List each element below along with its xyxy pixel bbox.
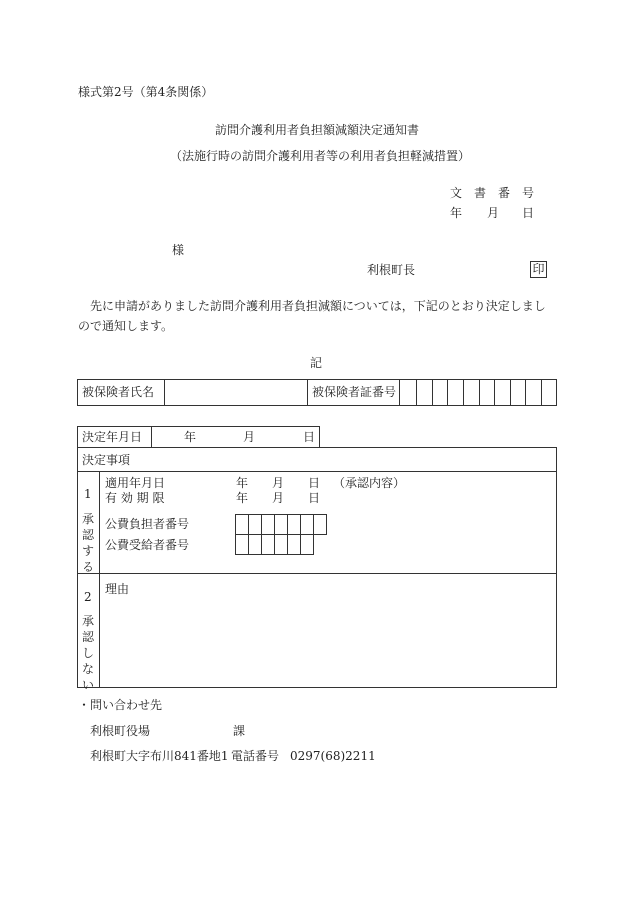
decision-date-label: 決定年月日 <box>82 430 143 444</box>
document-subtitle: （法施行時の訪問介護利用者等の利用者負担軽減措置） <box>170 149 471 163</box>
doc-date-year: 年 <box>450 206 463 220</box>
issuer-name: 利根町長 <box>367 263 416 277</box>
reject-number: 2 <box>84 590 92 604</box>
valid-period-month: 月 <box>272 491 285 505</box>
document-title: 訪問介護利用者負担額減額決定通知書 <box>215 123 420 137</box>
contact-address: 利根町大字布川841番地1 <box>90 749 229 763</box>
decision-date-year: 年 <box>184 430 197 444</box>
decision-date-month: 月 <box>243 430 256 444</box>
form-number: 様式第2号（第4条関係） <box>78 85 214 99</box>
ki-heading: 記 <box>310 356 323 370</box>
public-recipient-number-label: 公費受給者番号 <box>105 538 190 552</box>
contact-office: 利根町役場 <box>90 724 151 738</box>
valid-period-day: 日 <box>308 491 321 505</box>
contact-phone: 0297(68)2211 <box>290 749 376 763</box>
reject-vertical-label: 承 認 し な い <box>81 614 94 692</box>
reason-label: 理由 <box>105 582 130 596</box>
recipient-honorific: 様 <box>172 243 185 257</box>
apply-date-label: 適用年月日 <box>105 476 166 490</box>
doc-number-label: 文 書 番 号 <box>450 186 535 200</box>
apply-date-month: 月 <box>272 476 285 490</box>
contact-heading: ・問い合わせ先 <box>78 698 163 712</box>
insured-name-label: 被保険者氏名 <box>82 385 155 399</box>
body-line-1: 先に申請がありました訪問介護利用者負担減額については，下記のとおり決定しまし <box>90 299 546 313</box>
insured-number-label: 被保険者証番号 <box>312 385 397 399</box>
approve-vertical-label: 承 認 す る <box>81 512 94 574</box>
approval-content-label: （承認内容） <box>333 476 406 490</box>
approve-number: 1 <box>84 487 92 501</box>
doc-date-day: 日 <box>522 206 535 220</box>
contact-phone-label: 電話番号 <box>231 749 280 763</box>
body-line-2: ので通知します。 <box>78 319 174 333</box>
apply-date-year: 年 <box>236 476 249 490</box>
public-payer-number-label: 公費負担者番号 <box>105 517 190 531</box>
seal-mark: 印 <box>530 261 547 278</box>
valid-period-label: 有 効 期 限 <box>105 491 165 505</box>
contact-section: 課 <box>233 724 246 738</box>
doc-date-month: 月 <box>487 206 500 220</box>
decision-date-day: 日 <box>303 430 316 444</box>
matters-label: 決定事項 <box>82 453 131 467</box>
apply-date-day: 日 <box>308 476 321 490</box>
valid-period-year: 年 <box>236 491 249 505</box>
